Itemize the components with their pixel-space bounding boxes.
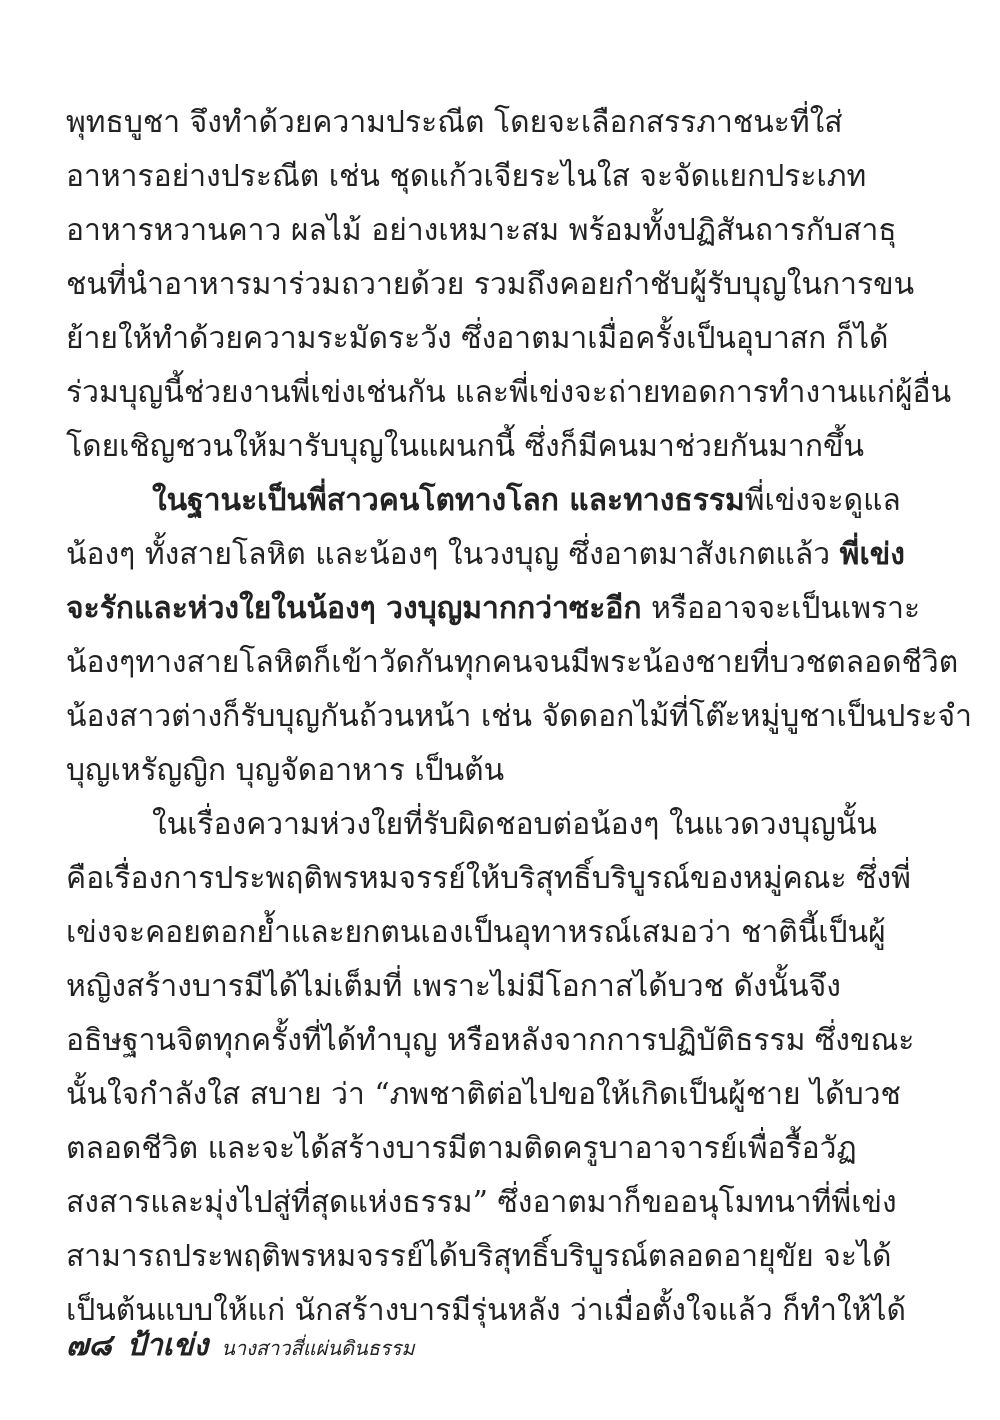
text-span: พี่เข่งจะดูแล	[744, 483, 901, 518]
text-line: สงสารและมุ่งไปสู่ที่สุดแห่งธรรม” ซึ่งอาตมาก็ขออนุโมทนาที่พี่เข่ง	[66, 1185, 897, 1220]
text-line	[66, 474, 901, 528]
text-line	[66, 528, 905, 582]
bold-phrase: ในฐานะเป็นพี่สาวคนโตทางโลก และทางธรรม	[152, 483, 745, 518]
bold-phrase: จะรักและห่วงใยในน้องๆ วงบุญมากกว่าซะอีก	[66, 591, 642, 626]
book-subtitle: นางสาวสี่แผ่นดินธรรม	[221, 1336, 415, 1360]
text-line: อาหารอย่างประณีต เช่น ชุดแก้วเจียระไนใส จะจัดแยกประเภท	[66, 159, 867, 194]
page-number: ๗๘	[66, 1328, 112, 1363]
paragraph-1	[66, 96, 952, 474]
paragraph-2	[66, 474, 972, 798]
text-line: อธิษฐานจิตทุกครั้งที่ได้ทำบุญ หรือหลังจากการปฏิบัติธรรม ซึ่งขณะ	[66, 1023, 915, 1058]
bold-phrase: พี่เข่ง	[839, 537, 905, 572]
text-line: น้องๆทางสายโลหิตก็เข้าวัดกันทุกคนจนมีพระน้องชายที่บวชตลอดชีวิต	[66, 645, 959, 680]
text-line: คือเรื่องการประพฤติพรหมจรรย์ให้บริสุทธิ์บริบูรณ์ของหมู่คณะ ซึ่งพี่	[66, 861, 911, 896]
text-line: หญิงสร้างบารมีได้ไม่เต็มที่ เพราะไม่มีโอกาสได้บวช ดังนั้นจึง	[66, 969, 841, 1004]
text-line: พุทธบูชา จึงทำด้วยความประณีต โดยจะเลือกสรรภาชนะที่ใส่	[66, 105, 843, 140]
text-span: หรืออาจจะเป็นเพราะ	[641, 591, 921, 626]
text-line: โดยเชิญชวนให้มารับบุญในแผนกนี้ ซึ่งก็มีคนมาช่วยกันมากขึ้น	[66, 429, 865, 464]
text-line: ตลอดชีวิต และจะได้สร้างบารมีตามติดครูบาอาจารย์เพื่อรื้อวัฏ	[66, 1131, 857, 1166]
text-line: น้องสาวต่างก็รับบุญกันถ้วนหน้า เช่น จัดดอกไม้ที่โต๊ะหมู่บูชาเป็นประจำ	[66, 699, 972, 734]
text-line	[66, 582, 921, 636]
text-line: อาหารหวานคาว ผลไม้ อย่างเหมาะสม พร้อมทั้งปฏิสันถารกับสาธุ	[66, 213, 897, 248]
page-body	[66, 96, 972, 1338]
text-line: เข่งจะคอยตอกย้ำและยกตนเองเป็นอุทาหรณ์เสมอว่า ชาตินี้เป็นผู้	[66, 915, 886, 950]
text-line: ร่วมบุญนี้ช่วยงานพี่เข่งเช่นกัน และพี่เข่งจะถ่ายทอดการทำงานแก่ผู้อื่น	[66, 375, 952, 410]
text-line: สามารถประพฤติพรหมจรรย์ได้บริสุทธิ์บริบูรณ์ตลอดอายุขัย จะได้	[66, 1239, 892, 1274]
text-line: ในเรื่องความห่วงใยที่รับผิดชอบต่อน้องๆ ในแวดวงบุญนั้น	[152, 807, 877, 842]
text-line: เป็นต้นแบบให้แก่ นักสร้างบารมีรุ่นหลัง ว่าเมื่อตั้งใจแล้ว ก็ทำให้ได้	[66, 1293, 906, 1328]
page-footer	[66, 1322, 415, 1369]
text-span: น้องๆ ทั้งสายโลหิต และน้องๆ ในวงบุญ ซึ่งอาตมาสังเกตแล้ว	[66, 537, 840, 572]
book-title: ป้าเข่ง	[126, 1328, 209, 1363]
text-line: ชนที่นำอาหารมาร่วมถวายด้วย รวมถึงคอยกำชับผู้รับบุญในการขน	[66, 267, 915, 302]
text-line: นั้นใจกำลังใส สบาย ว่า “ภพชาติต่อไปขอให้เกิดเป็นผู้ชาย ได้บวช	[66, 1077, 901, 1112]
text-line: ย้ายให้ทำด้วยความระมัดระวัง ซึ่งอาตมาเมื่อครั้งเป็นอุบาสก ก็ได้	[66, 321, 889, 356]
paragraph-3	[66, 798, 915, 1338]
text-line: บุญเหรัญญิก บุญจัดอาหาร เป็นต้น	[66, 753, 505, 788]
